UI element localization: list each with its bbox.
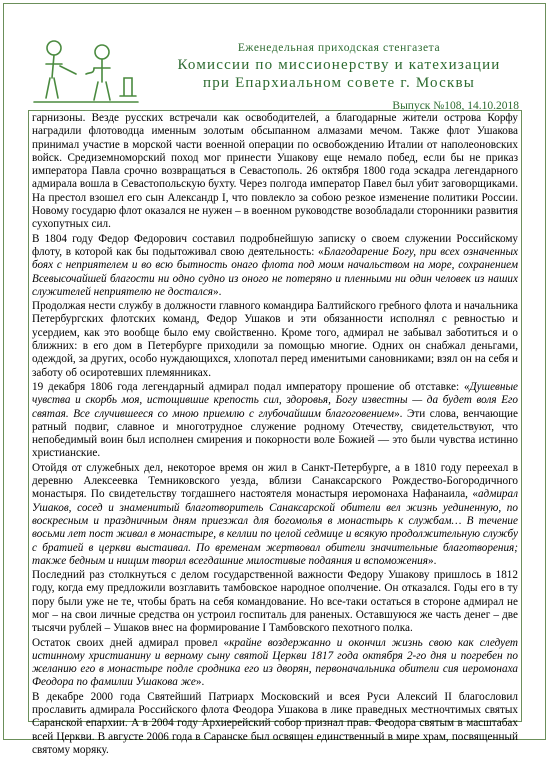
header-title-line-2: при Епархиальном совете г. Москвы — [202, 75, 476, 91]
logo-icon — [24, 26, 144, 106]
paragraph — [32, 233, 518, 299]
header-title-line-1: Комиссии по миссионерству и катехизации — [177, 57, 501, 73]
quote: Благодарение Богу, при всех означенных боях с неприятелем и во всю бытность онаго флота под моим начальством на море, сохранением Всевысочайшей благости ни одно судно из оного не потеряно и пленными ни один человек из наших служителей неприятелю не достался — [32, 245, 519, 298]
paragraph: Последний раз столкнуться с делом государственной важности Федору Ушакову пришлось в 1812 году, когда ему предложили возглавить тамбовское народное ополчение. Он отказался. Годы его в ту пору были уже не те, чтобы брать на себя командование. Но все-таки остаться в стороне адмирал не мог – на свои личные средства он устроил госпиталь для раненых. Оставшуюся же часть денег – две тысячи рублей – Ушаков внес на формирование I Тамбовского пехотного полка. — [32, 569, 518, 635]
quote: Душевные чувства и скорбь моя, истощившие крепость сил, здоровья, Богу известны — да будет воля Его святая. Все случившееся со мною приемлю с глубочайшим благоговением — [32, 380, 518, 420]
text-span: 19 декабря 1806 года легендарный адмирал подал императору прошение об отставке: « — [32, 380, 470, 393]
article-frame — [28, 110, 522, 756]
paragraph: гарнизоны. Везде русских встречали как освободителей, а благодарные жители острова Корфу наградили флотоводца именным золотым обсыпанном алмазами мечом. Также флот Ушакова принимал участие в морской части военной операции по освобождению Италии от наполеоновских войск. Средиземноморский поход мог принести Ушакову еще немало побед, если бы не приказ императора Павла срочно возвращаться в Севастополь. 26 октября 1800 года эскадра легендарного адмирала вошла в Севастопольскую бухту. Через полгода император Павел был убит заговорщиками. На престол взошел его сын Александр I, что повлекло за собою резкое изменение политики России. Новому государю флот оказался не нужен – в военном руководстве возобладали сторонники развития сухопутных сил. — [32, 112, 518, 231]
paragraph — [32, 637, 518, 690]
paragraph: Продолжая нести службу в должности главного командира Балтийского гребного флота и начальника Петербургских флотских команд, Федор Ушаков и эти обязанности исполнял с ревностью и усердием, как это вообще было ему свойственно. Кроме того, адмирал не забывал заботиться и о ближних: в его дом в Петербурге приходили за помощью многие. Одних он снабжал деньгами, одеждой, за других, особо нуждающихся, хлопотал перед именитыми сановниками; взял он на себя и заботу об осиротевших племянниках. — [32, 300, 518, 379]
article-text — [32, 112, 518, 757]
issue-number: Выпуск №108, 14.10.2018 — [392, 100, 519, 112]
text-span: ». — [427, 554, 437, 567]
paragraph: В декабре 2000 года Святейший Патриарх Московский и всея Руси Алексий II благословил прославить адмирала Российского флота Феодора Ушакова в лике праведных местночтимых святых Саранской епархии. А в 2004 году Архиерейский собор признал прав. Феодора святым в масштабах всей Церкви. В августе 2006 года в Саранске был освящен единственный в мире храм, посвященный святому моряку. — [32, 690, 518, 756]
text-span: ». — [213, 285, 222, 298]
text-span: Остаток своих дней адмирал провел « — [32, 636, 230, 649]
text-span: В 1804 году Федор Федорович составил подробнейшую записку о своем служении Российскому флоту, в которой как бы подытоживал свою деятельность: « — [32, 232, 518, 258]
quote: адмирал Ушаков, сосед и знаменитый благотворитель Санаксарской обители вел жизнь уединенную, по воскресным и праздничным дням приезжал для богомолья в монастырь к службам… В течение восьми лет пост живал в монастыре, в келлии по целой седмице и всякую продолжительную службу с братией в церкви выстаивал. По временам жертвовал обители значительные благотворения; также бедным и нищим творил всегдашние милостивые подаяния и вспоможения — [32, 488, 518, 567]
text-span: ». — [195, 676, 205, 689]
paragraph — [32, 462, 518, 568]
paragraph — [32, 381, 518, 461]
header-subtitle: Еженедельная приходская стенгазета — [237, 42, 441, 54]
quote: крайне воздержанно и окончил жизнь свою как следует истинному христианину и верному сыну святой Церкви 1817 года октября 2-го дня и погребен по желанию его в монастыре подле сродника его из дворян, первоначальника обители сия иеромонаха Феодора по фамилии Ушакова же — [32, 636, 518, 689]
text-span: Отойдя от служебных дел, некоторое время он жил в Санкт-Петербурге, а в 1810 году переехал в деревню Алексеевка Темниковского уезда, вблизи Санаксарского Рождество-Богородичного монастыря. По свидетельству тогдашнего настоятеля монастыря иеромонаха Нафанаила, « — [32, 461, 518, 501]
text-span: ». Эти слова, венчающие ратный подвиг, славное и многотрудное служение родному Отечеству, свидетельствуют, что непобедимый воин был исполнен смирения и покорности воле Божией — это были чувства истинно христианские. — [32, 407, 518, 460]
